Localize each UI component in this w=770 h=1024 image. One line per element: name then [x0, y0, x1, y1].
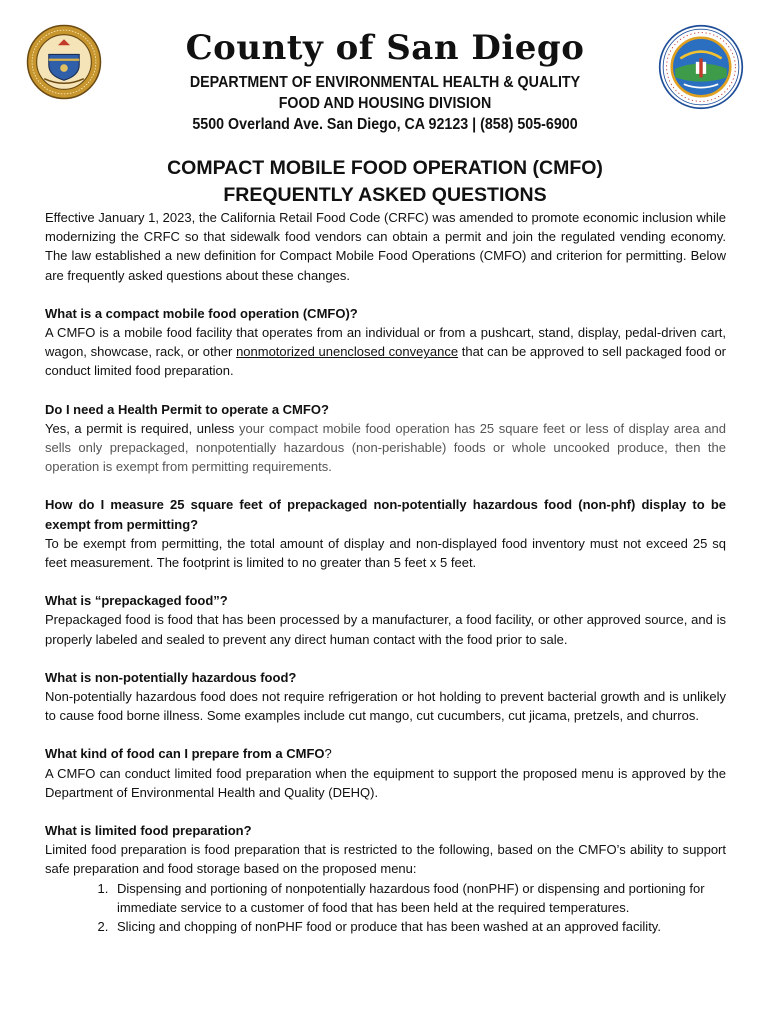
document-title	[60, 155, 710, 209]
list-item: 2. Slicing and chopping of nonPHF food or produce that has been washed at an approved facility.	[112, 917, 726, 936]
document-body	[45, 208, 726, 936]
division-name: FOOD AND HOUSING DIVISION	[278, 95, 492, 112]
faq-question-nonphf: What is non-potentially hazardous food?	[45, 669, 297, 685]
limited-prep-list	[45, 879, 726, 937]
department-header	[169, 72, 601, 135]
county-seal-icon	[26, 24, 102, 100]
title-line-1: COMPACT MOBILE FOOD OPERATION (CMFO)	[167, 157, 603, 179]
department-name: DEPARTMENT OF ENVIRONMENTAL HEALTH & QUALITY	[189, 74, 581, 91]
faq-answer-prepackaged: Prepackaged food is food that has been processed by a manufacturer, a food facility, or other approved source, and is properly labeled and sealed to prevent any direct human contact with the food prior to sale.	[45, 612, 726, 647]
faq-answer-nonphf: Non-potentially hazardous food does not require refrigeration or hot holding to prevent bacterial growth and is unlikely to cause food borne illness. Some examples include cut mango, cut cucumbers, cut jicama, pretzels, and churros.	[45, 689, 726, 724]
faq-question-permit: Do I need a Health Permit to operate a CMFO?	[45, 401, 329, 417]
address-phone: 5500 Overland Ave. San Diego, CA 92123 | (858) 505-6900	[192, 116, 578, 133]
faq-question-cmfo: What is a compact mobile food operation (CMFO)?	[45, 305, 358, 321]
faq-answer-limited: Limited food preparation is food preparation that is restricted to the following, based on the CMFO’s ability to support safe preparation and food storage based on the proposed menu:	[45, 842, 726, 877]
dehq-seal-icon	[658, 24, 744, 110]
faq-answer-measure: To be exempt from permitting, the total amount of display and non-displayed food inventory must not exceed 25 sq feet measurement. The footprint is limited to no greater than 5 feet x 5 feet.	[45, 535, 726, 571]
faq-question-prepackaged: What is “prepackaged food”?	[45, 593, 228, 609]
faq-answer-kind: A CMFO can conduct limited food preparation when the equipment to support the proposed menu is approved by the Department of Environmental Health and Quality (DEHQ).	[45, 765, 726, 800]
county-name: County of San Diego	[185, 28, 585, 68]
faq-question-kind: What kind of food can I prepare from a CMFO?	[45, 746, 332, 762]
faq-answer-cmfo: A CMFO is a mobile food facility that operates from an individual or from a pushcart, stand, display, pedal-driven cart, wagon, showcase, rack, or other nonmotorized unenclosed conveyance that can be approved to sell packaged food or conduct limited food preparation.	[45, 325, 726, 379]
list-item: 1. Dispensing and portioning of nonpotentially hazardous food (nonPHF) or dispensing and portioning for immediate service to a customer of food that has been held at the required temperatures.	[112, 879, 726, 917]
title-line-2: FREQUENTLY ASKED QUESTIONS	[223, 184, 547, 206]
faq-answer-permit: Yes, a permit is required, unless your compact mobile food operation has 25 square feet or less of display area and sells only prepackaged, nonpotentially hazardous (non-perishable) foods or whole uncooked produce, then the operation is exempt from permitting requirements.	[45, 420, 726, 475]
nonmotorized-conveyance-term: nonmotorized unenclosed conveyance	[236, 344, 459, 360]
faq-question-limited: What is limited food preparation?	[45, 823, 252, 839]
intro-paragraph: Effective January 1, 2023, the California Retail Food Code (CRFC) was amended to promote economic inclusion while modernizing the CRFC so that sidewalk food vendors can obtain a permit and join the regulated vending economy. The law established a new definition for Compact Mobile Food Operations (CMFO) and criterion for permitting. Below are frequently asked questions about these changes.	[45, 210, 726, 283]
faq-question-measure: How do I measure 25 square feet of prepackaged non-potentially hazardous food (non-phf) display to be exempt from permitting?	[45, 497, 726, 532]
